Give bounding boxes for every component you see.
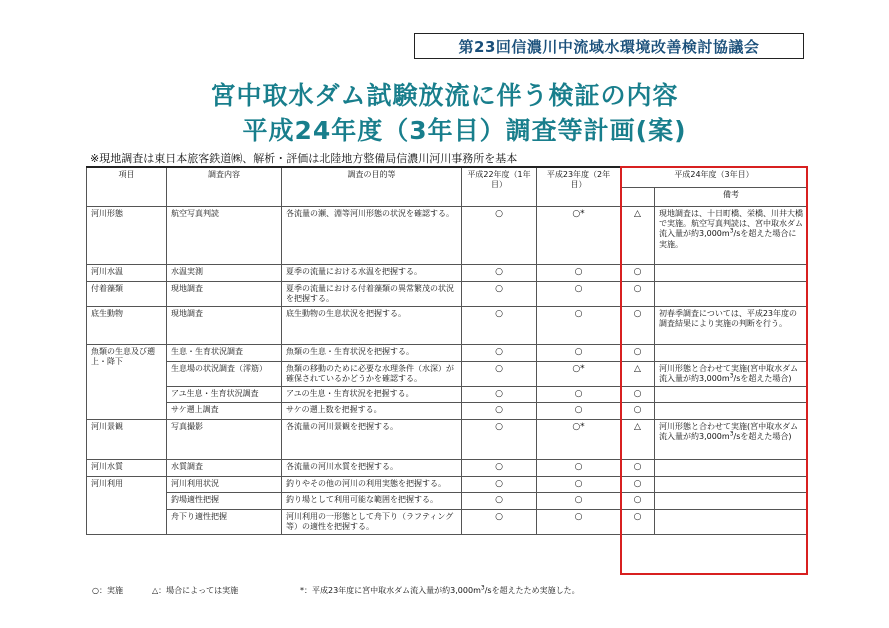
cell-h23: ○ <box>537 281 621 306</box>
cell-remark <box>655 361 808 386</box>
legend-triangle: △：場合によっては実施 <box>152 586 239 595</box>
cell-h22: ○ <box>462 476 537 493</box>
survey-note: ※現地調査は東日本旅客鉄道㈱、解析・評価は北陸地方整備局信濃川河川事務所を基本 <box>90 152 518 165</box>
cell-h23: ○ <box>537 509 621 534</box>
cell-h22: ○ <box>462 306 537 344</box>
cell-content: 舟下り適性把握 <box>167 509 282 534</box>
remark-superscript: 3 <box>729 372 734 380</box>
cell-h24: ○ <box>621 281 655 306</box>
cell-purpose: 河川利用の一形態として舟下り（ラフティング等）の適性を把握する。 <box>282 509 462 534</box>
cell-remark <box>655 476 808 493</box>
table-row <box>87 476 808 493</box>
cell-remark <box>655 509 808 534</box>
cell-h23: ○ <box>537 493 621 510</box>
cell-content: 写真撮影 <box>167 420 282 460</box>
cell-h23: ○ <box>537 344 621 361</box>
cell-h23: ○* <box>537 361 621 386</box>
cell-purpose: 釣り場として利用可能な範囲を把握する。 <box>282 493 462 510</box>
cell-purpose: 底生動物の生息状況を把握する。 <box>282 306 462 344</box>
cell-item: 河川利用 <box>87 476 167 535</box>
cell-item: 河川水質 <box>87 460 167 477</box>
cell-content: 航空写真判読 <box>167 207 282 265</box>
survey-plan-table <box>86 166 808 535</box>
cell-h24: ○ <box>621 403 655 420</box>
legend-asterisk-tail: /sを超えたため実施した。 <box>484 586 580 595</box>
cell-h24: △ <box>621 207 655 265</box>
legend-asterisk-text: *：平成23年度に宮中取水ダム流入量が約3,000m <box>300 586 481 595</box>
cell-h22: ○ <box>462 509 537 534</box>
cell-h24: △ <box>621 361 655 386</box>
cell-h22: ○ <box>462 386 537 403</box>
cell-h23: ○ <box>537 460 621 477</box>
cell-h22: ○ <box>462 460 537 477</box>
cell-item: 河川形態 <box>87 207 167 265</box>
table-row <box>87 306 808 344</box>
cell-purpose: 夏季の流量における水温を把握する。 <box>282 265 462 282</box>
remark-tail: /sを超えた場合) <box>733 432 792 442</box>
table-row <box>87 493 808 510</box>
cell-item: 河川景観 <box>87 420 167 460</box>
cell-remark: 初春季調査については、平成23年度の調査結果により実施の判断を行う。 <box>655 306 808 344</box>
cell-content: アユ生息・生育状況調査 <box>167 386 282 403</box>
cell-remark <box>655 386 808 403</box>
cell-h23: ○* <box>537 207 621 265</box>
cell-h24: ○ <box>621 344 655 361</box>
cell-h22: ○ <box>462 344 537 361</box>
cell-h24: ○ <box>621 509 655 534</box>
cell-h22: ○ <box>462 403 537 420</box>
table-row <box>87 361 808 386</box>
cell-h23: ○ <box>537 306 621 344</box>
cell-h24: ○ <box>621 493 655 510</box>
cell-purpose: 夏季の流量における付着藻類の異常繁茂の状況を把握する。 <box>282 281 462 306</box>
cell-content: 生息・生育状況調査 <box>167 344 282 361</box>
cell-item: 底生動物 <box>87 306 167 344</box>
remark-text: 河川形態と合わせて実施(宮中取水ダム流入量が約3,000m <box>659 422 799 442</box>
table-row <box>87 344 808 361</box>
table-row <box>87 420 808 460</box>
header-h23: 平成23年度（2年目） <box>537 167 621 207</box>
cell-purpose: 各流量の河川水質を把握する。 <box>282 460 462 477</box>
cell-content: 河川利用状況 <box>167 476 282 493</box>
cell-h24: △ <box>621 420 655 460</box>
cell-content: 水温実測 <box>167 265 282 282</box>
cell-content: 釣場適性把握 <box>167 493 282 510</box>
page-title: 宮中取水ダム試験放流に伴う検証の内容 <box>210 81 679 110</box>
cell-content: 水質調査 <box>167 460 282 477</box>
cell-remark <box>655 281 808 306</box>
cell-purpose: サケの遡上数を把握する。 <box>282 403 462 420</box>
cell-remark <box>655 207 808 265</box>
remark-text: 現地調査は、十日町橋、栄橋、川井大橋で実施。航空写真判読は、宮中取水ダム流入量が約3,000m <box>659 209 803 239</box>
cell-h23: ○ <box>537 403 621 420</box>
cell-content: 現地調査 <box>167 281 282 306</box>
cell-remark <box>655 265 808 282</box>
cell-remark <box>655 420 808 460</box>
cell-h22: ○ <box>462 361 537 386</box>
table-header-row <box>87 167 808 187</box>
table-row <box>87 460 808 477</box>
cell-h24: ○ <box>621 460 655 477</box>
legend-asterisk-superscript: 3 <box>480 584 485 592</box>
cell-h22: ○ <box>462 420 537 460</box>
header-item: 項目 <box>87 167 167 207</box>
cell-h23: ○* <box>537 420 621 460</box>
page-subtitle: 平成24年度（3年目）調査等計画(案) <box>242 116 687 145</box>
cell-h24: ○ <box>621 386 655 403</box>
header-purpose: 調査の目的等 <box>282 167 462 207</box>
legend-circle: ○：実施 <box>92 586 123 595</box>
cell-content: サケ遡上調査 <box>167 403 282 420</box>
table-row <box>87 281 808 306</box>
cell-purpose: 魚類の生息・生育状況を把握する。 <box>282 344 462 361</box>
cell-h23: ○ <box>537 265 621 282</box>
cell-h23: ○ <box>537 476 621 493</box>
cell-item: 魚類の生息及び遡上・降下 <box>87 344 167 419</box>
table-row <box>87 386 808 403</box>
cell-purpose: 各流量の瀬、淵等河川形態の状況を確認する。 <box>282 207 462 265</box>
header-h22: 平成22年度（1年目） <box>462 167 537 207</box>
header-content: 調査内容 <box>167 167 282 207</box>
cell-content: 現地調査 <box>167 306 282 344</box>
remark-tail: /sを超えた場合に実施。 <box>659 229 797 249</box>
council-name-box: 第23回信濃川中流域水環境改善検討協議会 <box>414 33 804 59</box>
remark-text: 河川形態と合わせて実施(宮中取水ダム流入量が約3,000m <box>659 363 799 383</box>
cell-purpose: 釣りやその他の河川の利用実態を把握する。 <box>282 476 462 493</box>
table-row <box>87 403 808 420</box>
header-h24: 平成24年度（3年目） <box>621 167 808 187</box>
table-row <box>87 207 808 265</box>
cell-purpose: アユの生息・生育状況を把握する。 <box>282 386 462 403</box>
table-row <box>87 265 808 282</box>
cell-remark <box>655 344 808 361</box>
cell-purpose: 各流量の河川景観を把握する。 <box>282 420 462 460</box>
cell-h22: ○ <box>462 281 537 306</box>
cell-purpose: 魚類の移動のために必要な水理条件（水深）が確保されているかどうかを確認する。 <box>282 361 462 386</box>
table-row <box>87 509 808 534</box>
remark-tail: /sを超えた場合) <box>733 373 792 383</box>
cell-remark <box>655 460 808 477</box>
remark-superscript: 3 <box>729 227 734 235</box>
cell-item: 河川水温 <box>87 265 167 282</box>
legend-asterisk <box>300 585 580 596</box>
cell-h22: ○ <box>462 265 537 282</box>
cell-h24: ○ <box>621 306 655 344</box>
cell-content: 生息場の状況調査（澪筋） <box>167 361 282 386</box>
cell-item: 付着藻類 <box>87 281 167 306</box>
cell-remark <box>655 493 808 510</box>
cell-h22: ○ <box>462 493 537 510</box>
cell-remark <box>655 403 808 420</box>
cell-h22: ○ <box>462 207 537 265</box>
cell-h24: ○ <box>621 476 655 493</box>
header-remarks: 備考 <box>655 187 808 206</box>
remark-superscript: 3 <box>729 430 734 438</box>
cell-h24: ○ <box>621 265 655 282</box>
cell-h23: ○ <box>537 386 621 403</box>
